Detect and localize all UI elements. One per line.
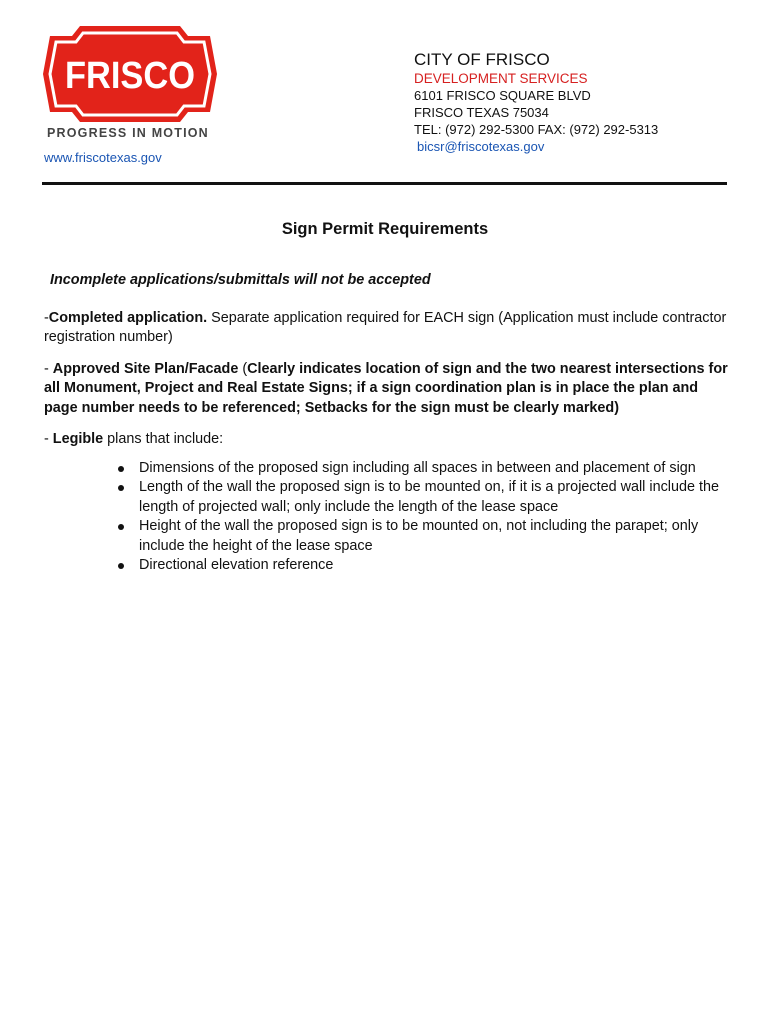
- document-title: Sign Permit Requirements: [281, 220, 489, 238]
- logo-wordmark: FRISCO: [65, 55, 195, 97]
- frisco-logo: [40, 22, 220, 126]
- list-item: Length of the wall the proposed sign is to be mounted on, if it is a projected wall include the length of projected wall; only include the length of the lease space: [139, 478, 734, 517]
- header-divider: [42, 182, 727, 185]
- item-text: Separate application required for EACH sign (Application must include contractor registration number): [44, 309, 727, 345]
- list-item: Dimensions of the proposed sign including all spaces in between and placement of sign: [139, 459, 734, 479]
- address-line-1: 6101 FRISCO SQUARE BLVD: [414, 88, 591, 103]
- address-line-2: FRISCO TEXAS 75034: [414, 105, 549, 120]
- contact-block: [414, 50, 658, 155]
- website-link[interactable]: www.friscotexas.gov: [44, 150, 162, 165]
- city-name: CITY OF FRISCO: [414, 50, 550, 69]
- email-link[interactable]: bicsr@friscotexas.gov: [417, 139, 545, 154]
- phone-fax: TEL: (972) 292-5300 FAX: (972) 292-5313: [414, 122, 659, 137]
- plan-requirements-list: [44, 459, 734, 576]
- requirements-body: [44, 271, 734, 576]
- item-heading: Approved Site Plan/Facade: [52, 360, 239, 377]
- item-prefix: -: [44, 431, 53, 447]
- department-name: DEVELOPMENT SERVICES: [414, 71, 588, 86]
- logo-tagline: PROGRESS IN MOTION: [47, 126, 209, 140]
- requirement-legible-plans: [44, 430, 734, 450]
- item-heading: Completed application.: [48, 309, 208, 326]
- item-detail: Clearly indicates location of sign and the two nearest intersections for all Monument, Project and Real Estate Signs; if a sign coordination plan is in place the plan and page number needs to be referenced; Setbacks for the sign must be clearly marked): [44, 360, 728, 416]
- item-text: plans that include:: [103, 431, 224, 447]
- item-prefix: -: [44, 309, 49, 326]
- warning-note: Incomplete applications/submittals will not be accepted: [50, 272, 431, 288]
- list-item: Directional elevation reference: [139, 556, 734, 576]
- list-item: Height of the wall the proposed sign is to be mounted on, not including the parapet; only include the height of the lease space: [139, 517, 734, 556]
- requirement-completed-application: [44, 309, 734, 348]
- item-open-paren: (: [238, 360, 248, 377]
- item-prefix: -: [44, 360, 53, 377]
- requirement-site-plan: [44, 360, 734, 419]
- item-heading: Legible: [52, 431, 104, 447]
